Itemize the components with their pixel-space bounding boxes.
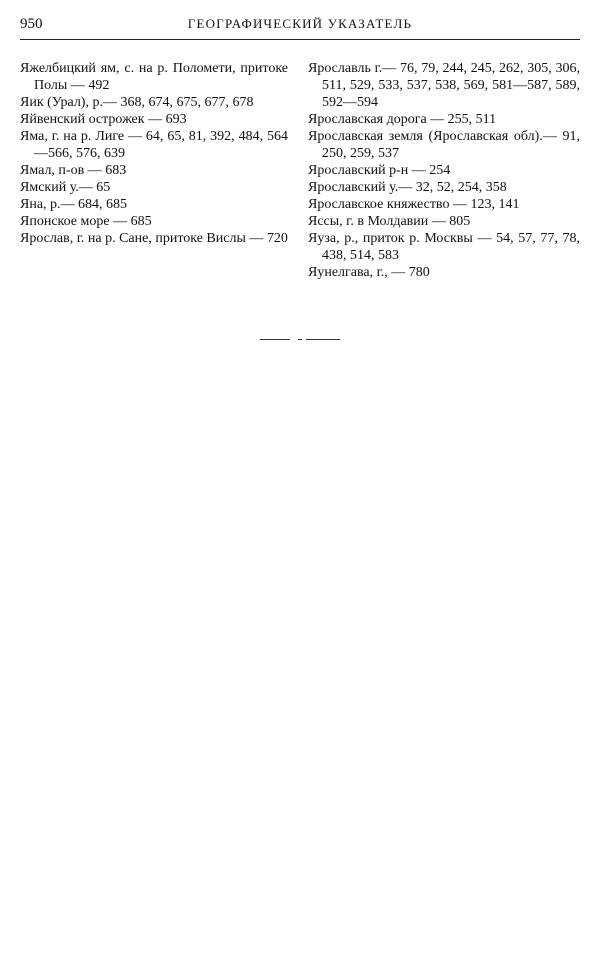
index-column-right xyxy=(308,60,580,281)
index-entry: Яна, р.— 684, 685 xyxy=(20,197,128,212)
index-entry: Яйвенский острожек — 693 xyxy=(20,112,187,127)
page-number: 950 xyxy=(20,16,43,32)
index-entry: Яунелгава, г., — 780 xyxy=(308,265,430,280)
index-entry: Ярославское княжество — 123, 141 xyxy=(308,197,520,212)
running-title: ГЕОГРАФИЧЕСКИЙ УКАЗАТЕЛЬ xyxy=(187,16,413,31)
index-column-left xyxy=(20,60,288,247)
index-entry: Ярославль г.— 76, 79, 244, 245, 262, 305, 306, 511, 529, 533, 537, 538, 569, 581—587, 589, 592—594 xyxy=(308,61,580,110)
index-entry: Ярославский у.— 32, 52, 254, 358 xyxy=(308,180,507,195)
index-entry: Ярослав, г. на р. Сане, притоке Вислы — 720 xyxy=(20,231,288,246)
index-entry: Ярославский р-н — 254 xyxy=(308,163,451,178)
index-entry: Яжелбицкий ям, с. на р. Поломети, притоке Полы — 492 xyxy=(20,61,288,93)
index-entry: Яуза, р., приток р. Москвы — 54, 57, 77, 78, 438, 514, 583 xyxy=(308,231,580,263)
index-entry: Яик (Урал), р.— 368, 674, 675, 677, 678 xyxy=(20,95,254,110)
index-entry: Ярославская земля (Ярославская обл).— 91, 250, 259, 537 xyxy=(308,129,580,161)
header-rule xyxy=(20,39,580,40)
end-ornament xyxy=(260,338,340,342)
index-entry: Ярославская дорога — 255, 511 xyxy=(308,112,497,127)
index-entry: Яма, г. на р. Лиге — 64, 65, 81, 392, 484, 564—566, 576, 639 xyxy=(20,129,288,161)
index-entry: Ямал, п-ов — 683 xyxy=(20,163,127,178)
index-entry: Ямский у.— 65 xyxy=(20,180,111,195)
index-entry: Яссы, г. в Молдавии — 805 xyxy=(308,214,471,229)
index-entry: Японское море — 685 xyxy=(20,214,152,229)
